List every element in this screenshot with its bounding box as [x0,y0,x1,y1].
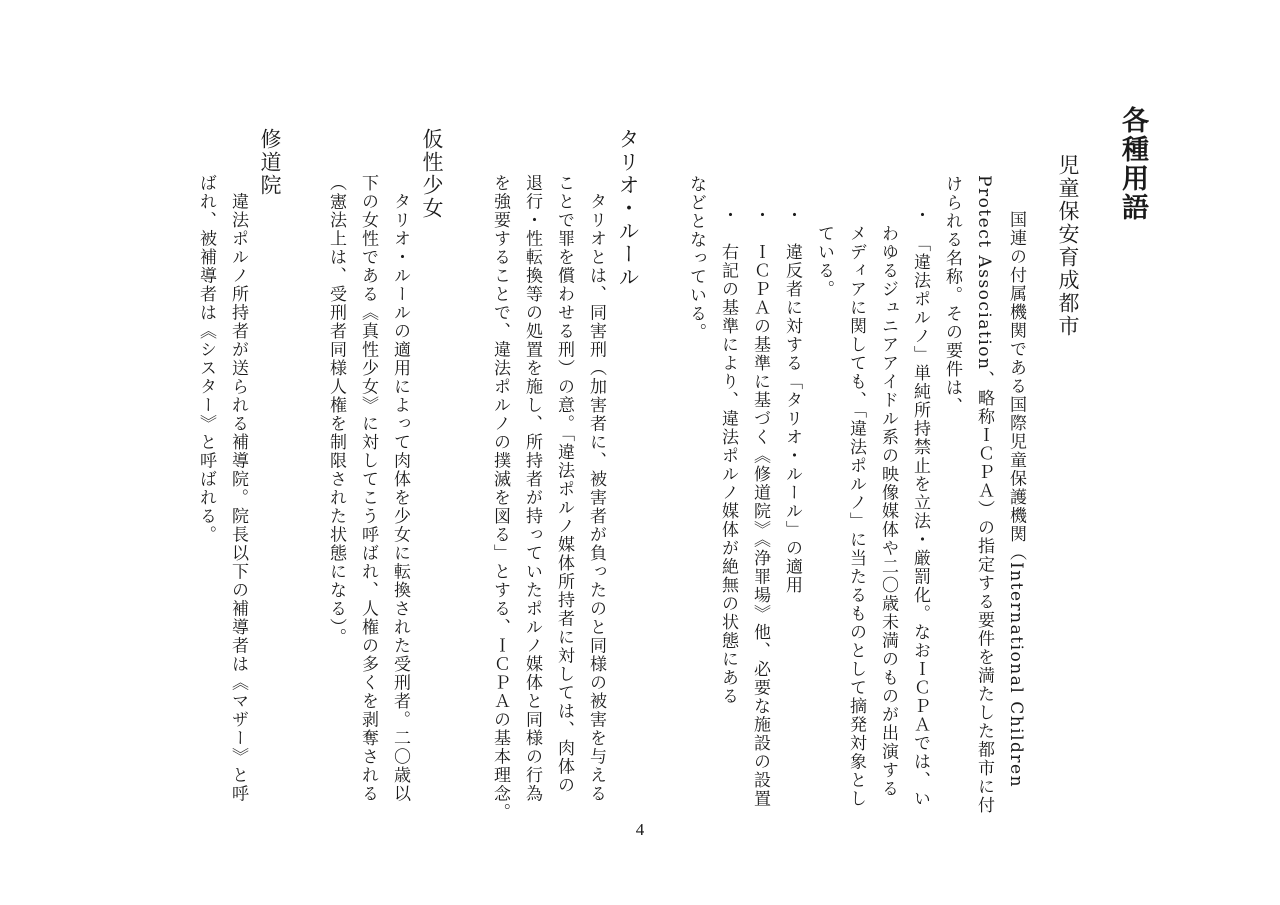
bullet-line: ・ 右記の基準により、違法ポルノ媒体が絶無の状態にある [718,206,738,706]
document-title: 各種用語 [1117,106,1148,222]
body-line: （憲法上は、受刑者同様人権を制限された状態になる）。 [326,174,346,647]
body-line: ことで罪を償わせる刑）の意。「違法ポルノ媒体所持者に対しては、肉体の [554,174,574,795]
body-line: などとなっている。 [686,175,706,342]
section-heading-child-protection-city: 児童保安育成都市 [1056,154,1080,338]
body-line: Protect Association、略称ＩＣＰＡ）の指定する要件を満たした都市に付 [974,175,994,815]
body-line: 下の女性である《真性少女》に対してこう呼ばれ、人権の多くを剥奪される [358,174,378,803]
body-line: メディアに関しても、「違法ポルノ」に当たるものとして摘発対象とし [846,206,866,808]
body-line: タリオとは、同害刑（加害者に、被害者が負ったのと同様の被害を与える [586,174,606,803]
body-line: 退行・性転換等の処置を施し、所持者が持っていたポルノ媒体と同様の行為 [522,174,542,803]
body-line: 違法ポルノ所持者が送られる補導院。院長以下の補導者は《マザー》と呼 [228,174,248,803]
bullet-line: ・ 「違法ポルノ」単純所持禁止を立法・厳罰化。なおＩＣＰＡでは、い [910,206,930,808]
bullet-line: ・ 違反者に対する「タリオ・ルール」の適用 [782,206,802,595]
body-line: ばれ、被補導者は《シスター》と呼ばれる。 [196,174,216,544]
bullet-line: ・ ＩＣＰＡの基準に基づく《修道院》《浄罪場》他、必要な施設の設置 [750,206,770,808]
page-number: 4 [635,820,645,839]
body-line: を強要することで、違法ポルノの撲滅を図る」とする、ＩＣＰＡの基本理念。 [490,174,510,822]
section-heading-talio-rule: タリオ・ルール [616,128,640,289]
body-line: けられる名称。その要件は、 [942,175,962,416]
body-line: タリオ・ルールの適用によって肉体を少女に転換された受刑者。二〇歳以 [390,174,410,803]
body-line: ている。 [814,206,834,299]
section-heading-convent: 修道院 [258,128,282,197]
body-line: わゆるジュニアアイドル系の映像媒体や二〇歳未満のものが出演する [878,206,898,798]
section-heading-pseudo-girl: 仮性少女 [420,128,444,220]
body-line: 国連の付属機関である国際児童保護機関（International Children [1006,192,1026,789]
